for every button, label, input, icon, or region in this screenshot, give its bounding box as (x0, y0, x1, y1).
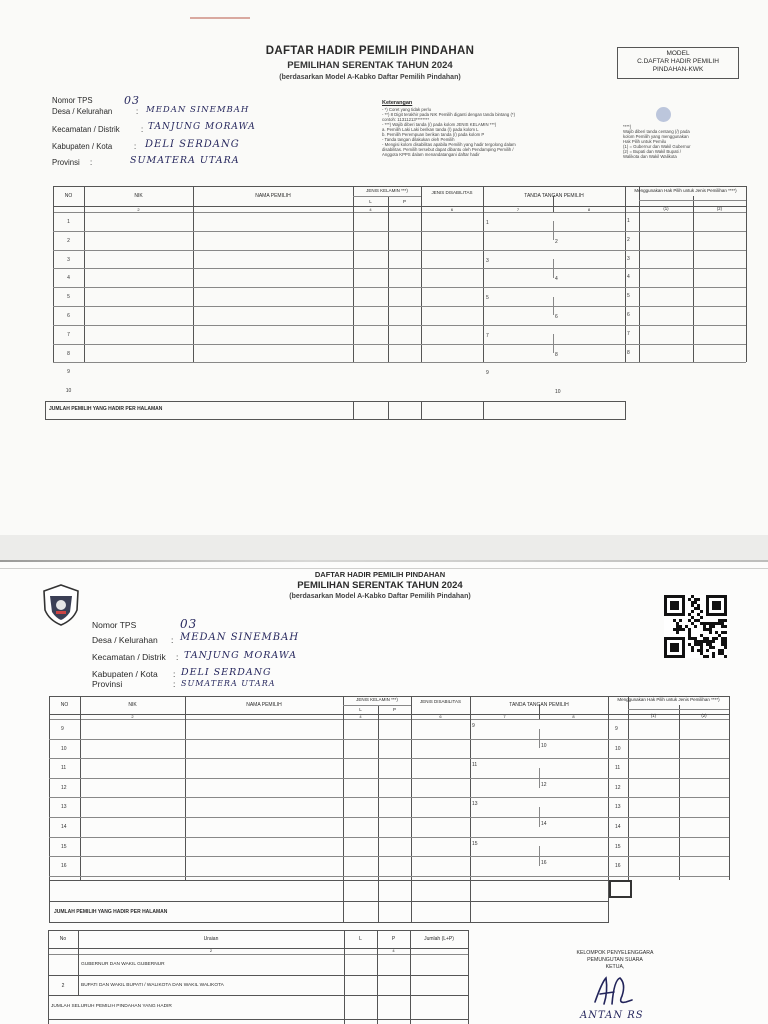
field-label-kabupaten: Kabupaten / Kota (52, 142, 113, 151)
hak-pilih-row-number: 6 (627, 312, 630, 318)
col-header-jenis-kelamin: JENIS KELAMIN ***) (366, 188, 408, 193)
col-number: 2 (131, 714, 134, 719)
summary-header-no: No (59, 936, 67, 942)
field-value-kecamatan: TANJUNG MORAWA (184, 650, 298, 661)
hak-pilih-row-number: 7 (627, 330, 630, 337)
col-header-disabilitas: JENIS DISABILITAS (431, 190, 473, 195)
note-line: Wajib diberi tanda centang (/) pada (623, 129, 690, 134)
note-line: Anggota KPPS dalam menandatangani daftar hadir (382, 152, 480, 157)
hak-pilih-row-number: 9 (615, 726, 618, 732)
hak-pilih-row-number: 8 (627, 349, 630, 356)
col-header-1: (1) (650, 713, 657, 718)
field-value-desa: MEDAN SINEMBAH (180, 632, 300, 643)
hak-pilih-row-number: 11 (615, 765, 621, 772)
note-line: - **) 8 Digit terakhir pada NIK Pemilih diganti dengan tanda bintang (*) (382, 112, 516, 117)
field-label-provinsi: Provinsi (52, 158, 80, 167)
note-line: (1) = Gubernur dan Wakil Gubernur (623, 144, 691, 149)
note-line: contoh: 11311213******** (382, 117, 430, 122)
top-edge-mark (190, 17, 250, 19)
field-label-tps: Nomor TPS (52, 96, 93, 105)
signature-slot-number: 13 (472, 801, 478, 808)
col-number: 4 (359, 714, 362, 719)
col-header-p: P (392, 707, 396, 712)
jumlah-per-halaman-label: JUMLAH PEMILIH YANG HADIR PER HALAMAN (54, 909, 168, 915)
row-number: 10 (61, 745, 67, 752)
col-number: 6 (450, 207, 454, 212)
summary-row-gubernur: GUBERNUR DAN WAKIL GUBERNUR (81, 962, 165, 967)
page2-title: DAFTAR HADIR PEMILIH PINDAHAN (314, 570, 446, 579)
summary-row-bupati: BUPATI DAN WAKIL BUPATI / WALIKOTA DAN WAKIL WALIKOTA (81, 983, 224, 988)
note-line: b. Pemilih Perempuan berikan tanda (/) pada kolom P (382, 132, 485, 137)
summary-row-number: 2 (61, 983, 65, 989)
col-header-2: (2) (701, 713, 707, 718)
jumlah-per-halaman-label: JUMLAH PEMILIH YANG HADIR PER HALAMAN (49, 406, 163, 412)
summary-table (48, 930, 468, 1024)
sign-block-line: KELOMPOK PENYELENGGARA (576, 950, 654, 956)
row-number: 15 (61, 843, 67, 850)
col-header-1: (1) (663, 206, 669, 211)
row-number: 9 (67, 369, 70, 376)
hak-pilih-row-number: 10 (615, 745, 621, 752)
note-line: - Mengisi kolom disabilitas apabila Pemilih yang hadir tergolong dalam (382, 142, 516, 147)
page1-title: DAFTAR HADIR PEMILIH PINDAHAN (265, 45, 475, 57)
field-value-kabupaten: DELI SERDANG (145, 139, 240, 150)
col-number: 8 (572, 714, 575, 719)
kpu-logo (42, 584, 80, 626)
col-header-no: NO (60, 702, 69, 708)
signature-slot-number: 6 (555, 314, 558, 320)
col-number: 7 (503, 714, 506, 719)
signature-slot-number: 9 (486, 370, 489, 377)
summary-header-uraian: Uraian (203, 936, 219, 942)
signature-slot-number: 5 (486, 295, 489, 302)
field-label-tps: Nomor TPS (92, 620, 137, 630)
signature-slot-number: 4 (555, 276, 558, 283)
form-page-2: DAFTAR HADIR PEMILIH PINDAHAN PEMILIHAN SERENTAK TAHUN 2024 (berdasarkan Model A-Kabko Daftar Pemilih Pindahan) Nomor TPS 03 Desa / Kelurahan : MEDAN SINEMBAH Kecamatan / Distrik : TANJUNG MORAWA Kabupaten / Kota : DELI SERDANG Provinsi : SUMATERA UTARA NO NIK NAMA PEMILIH JENIS KELAMIN ***) L P JENIS DISABILITAS TANDA TANGAN PEMILIH Menggunakan Hak Pilih untuk Jenis Pemilihan ****) (1) (2) 2 4 6 7 8 9 9 9 10 10 10 11 11 11 12 12 12 13 13 13 14 14 14 15 15 15 16 16 16 JUMLAH PEMILIH YANG HADIR PER HALAMAN No Uraian L P Jumlah (L+P) 2 4 GUBERNUR DAN WAKIL GUBERNUR 2 BUPATI DAN WAKIL BUPATI / WALIKOTA DAN WAKIL WALIKOTA JUMLAH SELURUH PEMILIH PINDAHAN YANG HADIR KELOMPOK PENYELENGGARA PEMUNGUTAN SUARA KETUA, ANTAN RS (0, 562, 768, 1024)
note-line: Hak Pilih untuk Pemilu (623, 139, 666, 144)
signature-slot-number: 8 (555, 351, 558, 358)
col-number: 7 (516, 207, 520, 212)
row-number: 13 (61, 804, 67, 811)
col-number: 4 (369, 207, 372, 212)
col-header-l: L (359, 707, 362, 712)
signature-slot-number: 12 (541, 781, 547, 788)
field-value-desa: MEDAN SINEMBAH (146, 105, 250, 115)
model-box-line: MODEL (666, 50, 690, 57)
row-number: 6 (67, 313, 70, 319)
summary-header-l: L (359, 936, 362, 942)
page2-subtitle: PEMILIHAN SERENTAK TAHUN 2024 (297, 580, 463, 591)
summary-header-jumlah: Jumlah (L+P) (424, 936, 454, 942)
hak-pilih-row-number: 13 (615, 804, 621, 811)
model-box (617, 47, 739, 79)
field-value-provinsi: SUMATERA UTARA (130, 155, 240, 166)
page-gap (0, 535, 768, 562)
field-label-kecamatan: Kecamatan / Distrik (92, 652, 166, 662)
row-number: 5 (67, 294, 70, 301)
note-line: - Tanda tangan dilakukan oleh Pemilih (382, 137, 455, 142)
row-number: 11 (61, 765, 67, 772)
hak-pilih-row-number: 1 (627, 218, 630, 224)
keterangan-title: Keterangan (382, 100, 413, 106)
signature-slot-number: 10 (555, 389, 561, 396)
row-number: 8 (67, 350, 70, 357)
row-number: 9 (61, 726, 64, 732)
qr-code-image (664, 595, 727, 658)
summary-total-label: JUMLAH SELURUH PEMILIH PINDAHAN YANG HADIR (51, 1004, 172, 1009)
col-header-nama: NAMA PEMILIH (246, 702, 282, 708)
field-value-kecamatan: TANJUNG MORAWA (148, 122, 256, 132)
attendance-table-1 (49, 186, 746, 412)
field-label-desa: Desa / Kelurahan (52, 107, 113, 116)
hak-pilih-row-number: 3 (627, 255, 630, 262)
row-number: 16 (61, 863, 67, 870)
hak-pilih-checkbox (609, 880, 632, 898)
hak-pilih-row-number: 4 (627, 274, 630, 281)
note-line: a. Pemilih Laki Laki berikan tanda (/) pada kolom L (382, 127, 479, 132)
signature-slot-number: 9 (472, 723, 475, 729)
keterangan-notes (382, 107, 516, 157)
col-header-tanda-tangan: TANDA TANGAN PEMILIH (524, 193, 584, 199)
col-header-jenis-kelamin: JENIS KELAMIN ***) (356, 697, 398, 702)
row-number: 2 (67, 237, 70, 244)
hak-pilih-row-number: 5 (627, 293, 630, 300)
sign-block-line: KETUA, (605, 964, 625, 970)
signature-slot-number: 14 (541, 821, 547, 827)
col-header-tanda-tangan: TANDA TANGAN PEMILIH (509, 702, 569, 708)
signature-slot-number: 10 (541, 742, 547, 749)
col-header-nik: NIK (128, 702, 137, 708)
model-box-line: C.DAFTAR HADIR PEMILIH (637, 58, 719, 65)
summary-header-p: P (391, 936, 396, 942)
model-box-line: PINDAHAN-KWK (652, 66, 704, 73)
row-number: 12 (61, 784, 67, 791)
note-line: - *) Coret yang tidak perlu (382, 107, 431, 112)
row-number: 10 (65, 388, 72, 395)
page1-subtitle: PEMILIHAN SERENTAK TAHUN 2024 (287, 60, 453, 71)
hole-punch-mark (656, 107, 671, 122)
col-header-p: P (402, 199, 406, 204)
col-number: 2 (137, 207, 140, 212)
signature-slot-number: 1 (486, 220, 489, 226)
sign-block-line: PEMUNGUTAN SUARA (587, 957, 643, 963)
note-line: ****) (623, 124, 632, 129)
col-header-no: NO (64, 193, 73, 199)
field-label-desa: Desa / Kelurahan (92, 635, 158, 645)
col-header-hak-pilih: Menggunakan Hak Pilih untuk Jenis Pemilihan ****) (617, 697, 720, 702)
row-number: 3 (67, 256, 70, 263)
signature-slot-number: 7 (486, 332, 489, 339)
field-value-tps: 03 (180, 617, 198, 631)
field-value-kabupaten: DELI SERDANG (181, 667, 272, 678)
col-number: 8 (587, 207, 591, 212)
row-number: 14 (61, 824, 67, 830)
col-header-nik: NIK (134, 193, 143, 199)
note-line: disabilitas. Pemilih tersebut dapat dibantu oleh Pendamping Pemilih / (382, 147, 514, 152)
hak-pilih-row-number: 14 (615, 824, 621, 830)
field-value-tps: 03 (124, 94, 140, 107)
col-header-2: (2) (716, 206, 723, 211)
page1-basis: (berdasarkan Model A-Kabko Daftar Pemilih Pindahan) (279, 74, 461, 81)
attendance-table-2 (49, 696, 729, 926)
handwritten-signature (592, 974, 636, 1008)
col-number: 6 (439, 714, 442, 719)
col-number: 4 (392, 948, 395, 953)
hak-pilih-row-number: 12 (615, 784, 621, 791)
note-line: - ***) Wajib diberi tanda (/) pada kolom JENIS KELAMIN ***) (382, 122, 497, 127)
signature-slot-number: 11 (472, 762, 478, 769)
signature-slot-number: 2 (555, 238, 558, 245)
field-label-kabupaten: Kabupaten / Kota (92, 669, 158, 679)
signature-slot-number: 16 (541, 860, 547, 867)
field-label-kecamatan: Kecamatan / Distrik (52, 125, 120, 134)
signer-name: ANTAN RS (580, 1010, 644, 1021)
row-number: 1 (67, 219, 70, 225)
signature-slot-number: 15 (472, 840, 478, 847)
right-note (623, 124, 691, 159)
page2-basis: (berdasarkan Model A-Kabko Daftar Pemilih Pindahan) (289, 593, 471, 600)
col-header-l: L (369, 199, 372, 204)
hak-pilih-row-number: 15 (615, 843, 621, 850)
hak-pilih-row-number: 16 (615, 863, 621, 870)
sign-block (560, 950, 670, 971)
signature-slot-number: 3 (486, 257, 489, 264)
note-line: Walikota dan Wakil Walikota (623, 154, 677, 159)
note-line: (2) = Bupati dan Wakil Bupati / (623, 149, 681, 154)
col-header-nama: NAMA PEMILIH (255, 193, 291, 199)
field-value-provinsi: SUMATERA UTARA (181, 679, 276, 688)
col-header-disabilitas: JENIS DISABILITAS (420, 699, 461, 704)
col-header-hak-pilih: Menggunakan Hak Pilih untuk Jenis Pemilihan ****) (634, 188, 737, 193)
note-line: kolom Pemilih yang menggunakan (623, 134, 689, 139)
field-label-provinsi: Provinsi (92, 679, 123, 689)
row-number: 7 (67, 331, 70, 338)
col-number: 2 (209, 948, 213, 953)
form-page-1: DAFTAR HADIR PEMILIH PINDAHAN PEMILIHAN SERENTAK TAHUN 2024 (berdasarkan Model A-Kabko Daftar Pemilih Pindahan) MODEL C.DAFTAR HADIR PEMILIH PINDAHAN-KWK Nomor TPS 03 Desa / Kelurahan : MEDAN SINEMBAH Kecamatan / Distrik : TANJUNG MORAWA Kabupaten / Kota : DELI SERDANG Provinsi : SUMATERA UTARA Keterangan - *) Coret yang tidak perlu - **) 8 Digit terakhir pada NIK Pemilih diganti dengan tanda bintang (*) contoh: 11311213******** - ***) Wajib diberi tanda (/) pada kolom JENIS KELAMIN ***) a. Pemilih Laki Laki berikan tanda (/) pada kolom L b. Pemilih Perempuan berikan tanda (/) pada kolom P - Tanda tangan dilakukan oleh Pemilih - Mengisi kolom disabilitas apabila Pemilih yang hadir tergolong dalam disabilitas. Pemilih tersebut dapat dibantu oleh Pendamping Pemilih / Anggota KPPS dalam menandatangani daftar hadir ****) Wajib diberi tanda centang (/) pada kolom Pemilih yang menggunakan Hak Pilih untuk Pemilu (1) = Gubernur dan Wakil Gubernur (2) = Bupati dan Wakil Bupati / Walikota dan Wakil Walikota NO NIK NAMA PEMILIH JENIS KELAMIN ***) L P JENIS DISABILITAS TANDA TANGAN PEMILIH Menggunakan Hak Pilih untuk Jenis Pemilihan ****) (1) (2) 2 4 6 7 8 1 1 1 2 2 2 3 3 3 4 4 4 5 5 5 6 6 6 7 7 7 8 8 8 9 9 10 10 JUMLAH PEMILIH YANG HADIR PER HALAMAN (0, 0, 768, 535)
row-number: 4 (67, 275, 70, 282)
hak-pilih-row-number: 2 (627, 236, 630, 243)
